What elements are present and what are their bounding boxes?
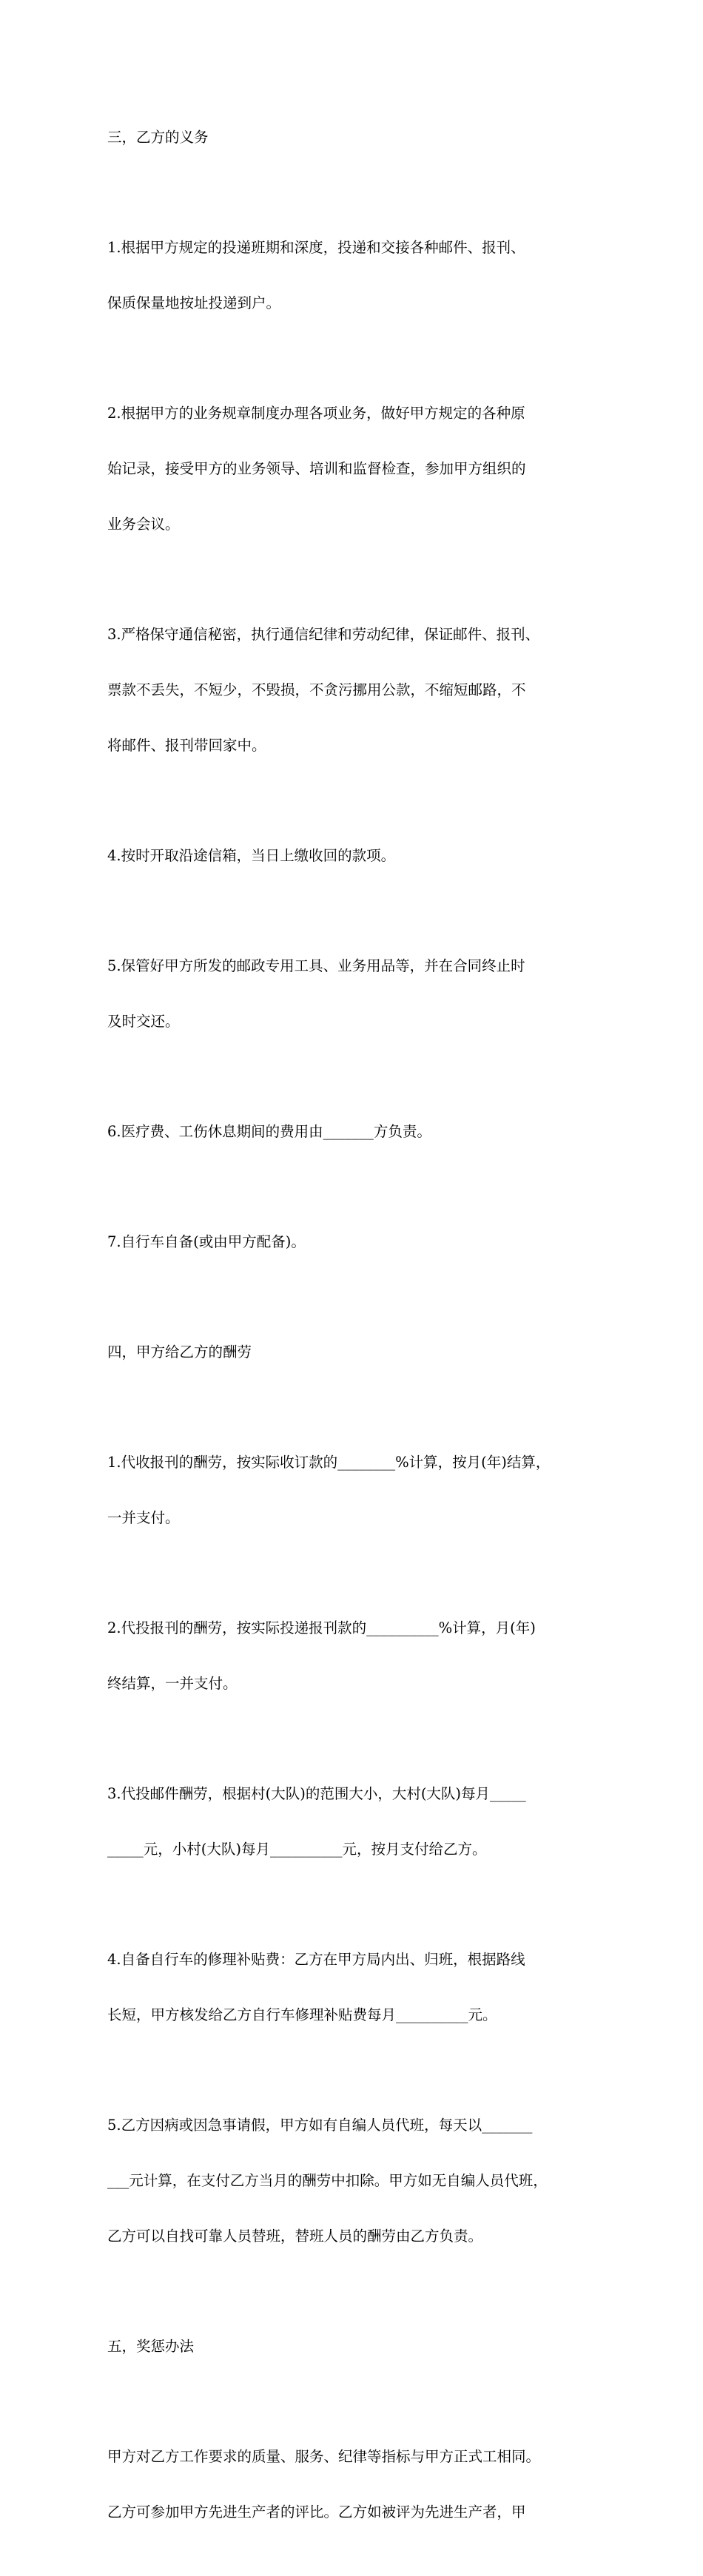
text-line: 4.按时开取沿途信箱，当日上缴收回的款项。 xyxy=(107,847,396,864)
text-line: 五，奖惩办法 xyxy=(107,2338,195,2355)
text-line: 1.根据甲方规定的投递班期和深度，投递和交接各种邮件、报刊、 xyxy=(107,239,525,256)
section-5-body xyxy=(107,2410,603,2558)
item-3-5 xyxy=(107,920,603,1068)
item-4-2 xyxy=(107,1582,603,1730)
text-line: 票款不丢失，不短少，不毁损，不贪污挪用公款，不缩短邮路，不 xyxy=(107,681,526,698)
text-line: 终结算，一并支付。 xyxy=(107,1675,238,1692)
text-line: 乙方可以自找可靠人员替班，替班人员的酬劳由乙方负责。 xyxy=(107,2228,483,2245)
text-line: 一并支付。 xyxy=(107,1509,180,1526)
text-line: 长短，甲方核发给乙方自行车修理补贴费每月__________元。 xyxy=(107,2006,497,2023)
section-5-heading xyxy=(107,2300,603,2393)
item-4-1 xyxy=(107,1416,603,1564)
item-3-7 xyxy=(107,1196,603,1288)
text-line: 甲方对乙方工作要求的质量、服务、纪律等指标与甲方正式工相同。 xyxy=(107,2448,541,2465)
item-4-3 xyxy=(107,1747,603,1895)
text-line: 3.代投邮件酬劳，根据村(大队)的范围大小，大村(大队)每月_____ xyxy=(107,1785,526,1802)
text-line: 5.保管好甲方所发的邮政专用工具、业务用品等，并在合同终止时 xyxy=(107,957,525,974)
item-3-6 xyxy=(107,1085,603,1178)
text-line: ___元计算，在支付乙方当月的酬劳中扣除。甲方如无自编人员代班， xyxy=(107,2172,548,2189)
text-line: 4.自备自行车的修理补贴费：乙方在甲方局内出、归班，根据路线 xyxy=(107,1951,525,1968)
item-3-3 xyxy=(107,588,603,792)
section-3-heading xyxy=(107,91,603,183)
item-3-1 xyxy=(107,201,603,349)
document-page xyxy=(107,91,603,2576)
text-line: _____元，小村(大队)每月__________元，按月支付给乙方。 xyxy=(107,1841,487,1858)
text-line: 及时交还。 xyxy=(107,1013,180,1030)
text-line: 3.严格保守通信秘密，执行通信纪律和劳动纪律，保证邮件、报刊、 xyxy=(107,626,540,643)
item-4-5 xyxy=(107,2079,603,2282)
section-4-heading xyxy=(107,1306,603,1398)
item-3-4 xyxy=(107,809,603,902)
text-line: 保质保量地按址投递到户。 xyxy=(107,294,281,311)
text-line: 乙方可参加甲方先进生产者的评比。乙方如被评为先进生产者，甲 xyxy=(107,2503,526,2521)
text-line: 将邮件、报刊带回家中。 xyxy=(107,737,266,754)
text-line: 2.根据甲方的业务规章制度办理各项业务，做好甲方规定的各种原 xyxy=(107,405,525,422)
text-line: 三，乙方的义务 xyxy=(107,129,209,146)
text-line: 业务会议。 xyxy=(107,516,180,533)
text-line: 2.代投报刊的酬劳，按实际投递报刊款的__________%计算，月(年) xyxy=(107,1619,536,1636)
text-line: 四，甲方给乙方的酬劳 xyxy=(107,1343,252,1361)
item-4-4 xyxy=(107,1913,603,2061)
text-line: 1.代收报刊的酬劳，按实际收订款的________%计算，按月(年)结算， xyxy=(107,1454,551,1471)
text-line: 7.自行车自备(或由甲方配备)。 xyxy=(107,1233,306,1250)
item-3-2 xyxy=(107,367,603,570)
text-line: 6.医疗费、工伤休息期间的费用由_______方负责。 xyxy=(107,1123,431,1140)
text-line: 始记录，接受甲方的业务领导、培训和监督检查，参加甲方组织的 xyxy=(107,460,526,477)
text-line: 5.乙方因病或因急事请假，甲方如有自编人员代班，每天以_______ xyxy=(107,2117,533,2134)
